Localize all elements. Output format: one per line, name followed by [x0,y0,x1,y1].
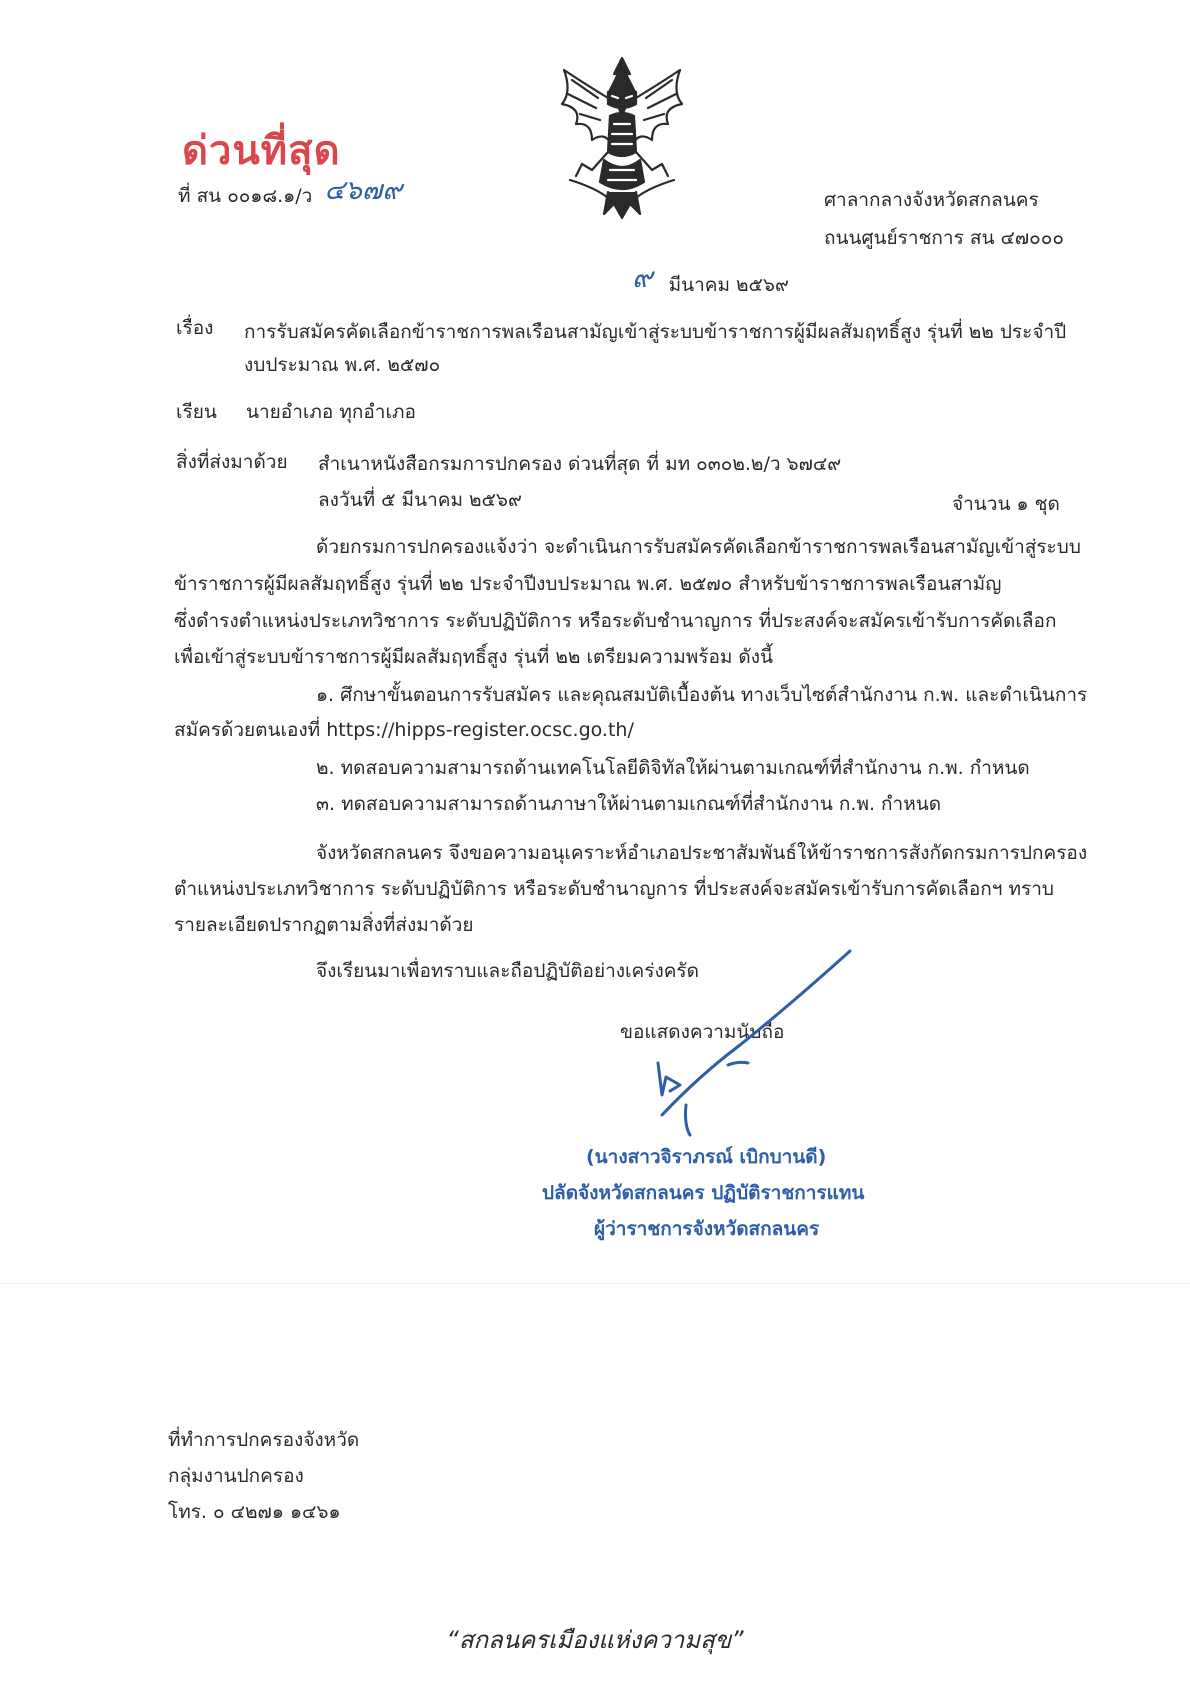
signature-mark [640,945,860,1145]
contact-division: กลุ่มงานปกครอง [168,1465,304,1487]
body-paragraph-1-line-3: ซึ่งดำรงตำแหน่งประเภทวิชาการ ระดับปฏิบัติการ หรือระดับชำนาญการ ที่ประสงค์จะสมัครเข้ารับการคัดเลือก [174,610,1057,632]
sign-off: ขอแสดงความนับถือ [620,1021,785,1043]
item-2: ๒. ทดสอบความสามารถด้านเทคโนโลยีดิจิทัลให้ผ่านตามเกณฑ์ที่สำนักงาน ก.พ. กำหนด [316,757,1030,779]
recipient-label: เรียน [176,401,217,423]
reference-label: ที่ สน ๐๐๑๘.๑/ว [178,185,313,207]
body-paragraph-2-line-2: ตำแหน่งประเภทวิชาการ ระดับปฏิบัติการ หรือระดับชำนาญการ ที่ประสงค์จะสมัครเข้ารับการคัดเลือกฯ ทราบ [174,878,1054,900]
contact-office: ที่ทำการปกครองจังหวัด [168,1429,360,1451]
item-1-line-1: ๑. ศึกษาขั้นตอนการรับสมัคร และคุณสมบัติเบื้องต้น ทางเว็บไซต์สำนักงาน ก.พ. และดำเนินการ [316,684,1088,706]
item-1-line-2: สมัครด้วยตนเองที่ https://hipps-register.ocsc.go.th/ [174,719,634,741]
urgency-stamp: ด่วนที่สุด [182,128,341,174]
subject-line-2: งบประมาณ พ.ศ. ๒๕๗๐ [244,354,441,376]
date-handwritten-day: ๙ [632,261,653,294]
body-paragraph-1-line-4: เพื่อเข้าสู่ระบบข้าราชการผู้มีผลสัมฤทธิ์สูง รุ่นที่ ๒๒ เตรียมความพร้อม ดังนี้ [174,646,774,668]
recipient-value: นายอำเภอ ทุกอำเภอ [246,401,416,423]
date-month-year: มีนาคม ๒๕๖๙ [668,274,789,296]
item-3: ๓. ทดสอบความสามารถด้านภาษาให้ผ่านตามเกณฑ์ที่สำนักงาน ก.พ. กำหนด [316,793,942,815]
page-divider [0,1283,1190,1284]
enclosure-quantity: จำนวน ๑ ชุด [952,493,1060,515]
garuda-emblem-icon [552,52,692,222]
enclosure-line-1: สำเนาหนังสือกรมการปกครอง ด่วนที่สุด ที่ มท ๐๓๐๒.๒/ว ๖๗๔๙ [318,453,842,475]
address-line-2: ถนนศูนย์ราชการ สน ๔๗๐๐๐ [824,227,1064,249]
signatory-name: (นางสาวจิราภรณ์ เบิกบานดี) [586,1146,827,1168]
enclosure-label: สิ่งที่ส่งมาด้วย [176,451,288,473]
body-paragraph-1-line-2: ข้าราชการผู้มีผลสัมฤทธิ์สูง รุ่นที่ ๒๒ ประจำปีงบประมาณ พ.ศ. ๒๕๗๐ สำหรับข้าราชการพลเรือนสามัญ [174,573,1002,595]
subject-line-1: การรับสมัครคัดเลือกข้าราชการพลเรือนสามัญเข้าสู่ระบบข้าราชการผู้มีผลสัมฤทธิ์สูง รุ่นที่ ๒๒ ประจำปี [244,321,1067,343]
body-paragraph-2-line-1: จังหวัดสกลนคร จึงขอความอนุเคราะห์อำเภอประชาสัมพันธ์ให้ข้าราชการสังกัดกรมการปกครอง [316,842,1088,864]
address-line-1: ศาลากลางจังหวัดสกลนคร [824,189,1039,211]
reference-handwritten-number: ๔๖๗๙ [324,175,402,206]
reference-number [178,175,402,208]
signatory-position-2: ผู้ว่าราชการจังหวัดสกลนคร [594,1218,820,1240]
body-paragraph-1-line-1: ด้วยกรมการปกครองแจ้งว่า จะดำเนินการรับสมัครคัดเลือกข้าราชการพลเรือนสามัญเข้าสู่ระบบ [316,536,1081,558]
enclosure-line-2: ลงวันที่ ๕ มีนาคม ๒๕๖๙ [318,489,522,511]
body-paragraph-2-line-3: รายละเอียดปรากฏตามสิ่งที่ส่งมาด้วย [174,914,474,936]
province-motto: “สกลนครเมืองแห่งความสุข” [446,1626,744,1654]
closing-sentence: จึงเรียนมาเพื่อทราบและถือปฏิบัติอย่างเคร่งครัด [316,960,699,982]
subject-label: เรื่อง [176,317,214,339]
signatory-position-1: ปลัดจังหวัดสกลนคร ปฏิบัติราชการแทน [542,1182,865,1204]
date-line [632,261,789,297]
contact-phone: โทร. ๐ ๔๒๗๑ ๑๔๖๑ [168,1501,341,1523]
